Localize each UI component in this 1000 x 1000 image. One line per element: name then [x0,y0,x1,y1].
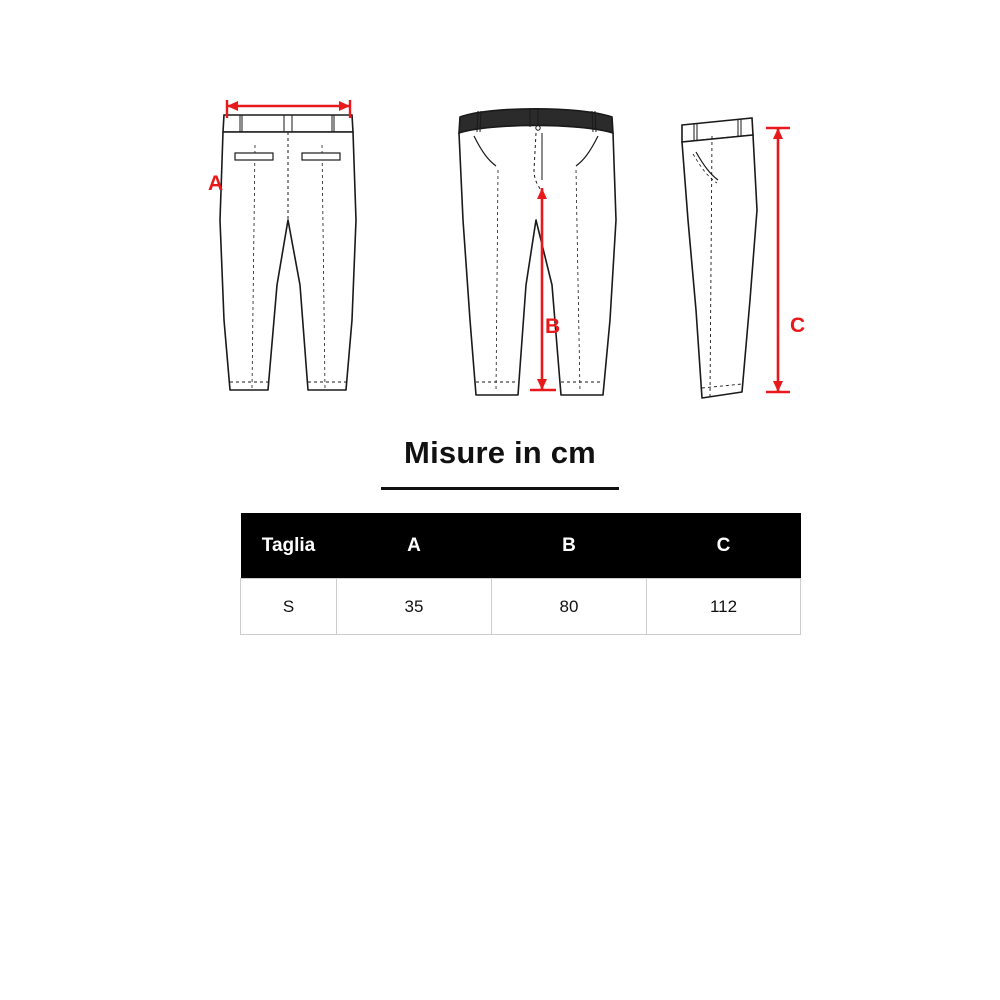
cell-b: 80 [492,579,647,635]
trousers-back-view [180,70,410,410]
title-block [0,435,1000,490]
size-table [240,513,801,635]
illustration-row [0,70,1000,420]
cell-size: S [241,579,337,635]
table-header-c: C [647,513,801,579]
table-header-b: B [492,513,647,579]
table-header-size: Taglia [241,513,337,579]
cell-a: 35 [337,579,492,635]
dimension-label-c: C [790,314,806,337]
table-header-a: A [337,513,492,579]
table-header-row [241,513,801,579]
trousers-side-view [660,70,860,410]
trousers-front-view [430,70,650,410]
title-divider [381,487,619,490]
cell-c: 112 [647,579,801,635]
dimension-arrow-c [766,128,790,392]
table-row [241,579,801,635]
dimension-label-a: A [208,172,224,195]
size-table-wrapper [240,513,800,635]
page-title: Misure in cm [404,435,596,470]
dimension-label-b: B [545,315,561,338]
